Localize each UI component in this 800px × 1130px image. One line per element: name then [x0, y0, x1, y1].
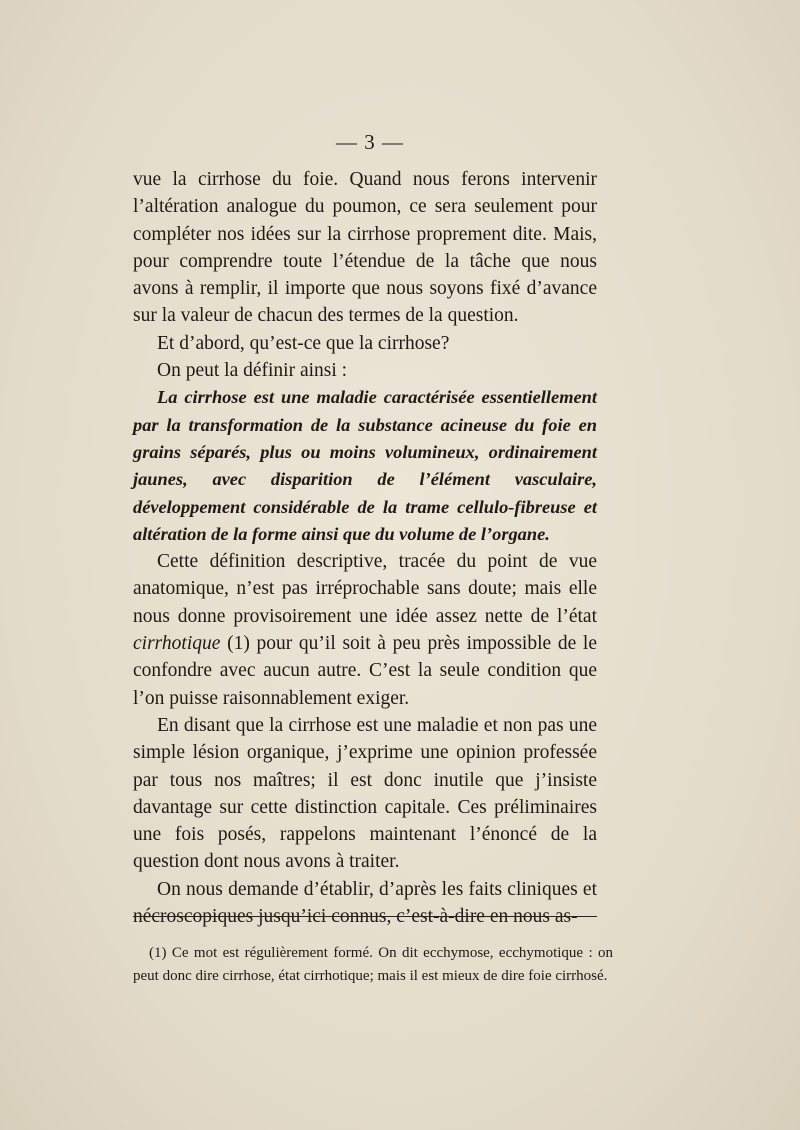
page-number: — 3 —: [336, 130, 404, 154]
paragraph-3: On peut la définir ainsi :: [157, 360, 348, 382]
definition-text: La cirrhose est une maladie caractérisée essentiellement par la transformation de la substance acineuse du foie en grains séparés, plus ou moins volumineux, ordinairement jaunes, avec disparition de l’élément vasculaire, développement considérable de la trame cellulo-fibreuse et altération de la forme ainsi que du volume de l’organe.: [133, 387, 597, 544]
paragraph-7: On nous demande d’établir, d’après les faits cliniques et nécroscopiques jusqu’ici connus, c’est-à-dire en nous as-: [133, 878, 597, 928]
paragraph-2: Et d’abord, qu’est-ce que la cirrhose?: [157, 332, 450, 354]
footnote-divider: [133, 916, 597, 917]
paragraph-5-italic-term: cirrhotique: [133, 633, 221, 655]
paragraph-5: [133, 548, 597, 712]
paragraph-1: vue la cirrhose du foie. Quand nous ferons intervenir l’altération analogue du poumon, ce sera seulement pour compléter nos idées sur la cirrhose proprement dite. Mais, pour comprendre toute l’étendue de la tâche que nous avons à remplir, il importe que nous soyons fixé d’avance sur la valeur de chacun des termes de la question.: [133, 169, 597, 327]
footnote: [133, 942, 613, 988]
paragraph-5-text-b: (1) pour qu’il soit à peu près impossible de le confondre avec aucun autre. C’est la seule condition que l’on puisse raisonnablement exiger.: [133, 633, 597, 709]
paragraph-5-text-a: Cette définition descriptive, tracée du point de vue anatomique, n’est pas irréprochable sans doute; mais elle nous donne provisoirement une idée assez nette de l’état: [133, 551, 597, 627]
paragraph-6: En disant que la cirrhose est une maladie et non pas une simple lésion organique, j’exprime une opinion professée par tous nos maîtres; il est donc inutile que j’insiste davantage sur cette distinction capitale. Ces préliminaires une fois posés, rappelons maintenant l’énoncé de la question dont nous avons à traiter.: [133, 714, 597, 873]
body-text: [133, 166, 597, 930]
definition-block: [133, 384, 597, 548]
footnote-text: (1) Ce mot est régulièrement formé. On dit ecchymose, ecchymotique : on peut donc dire cirrhose, état cirrhotique; mais il est mieux de dire foie cirrhosé.: [133, 945, 613, 984]
